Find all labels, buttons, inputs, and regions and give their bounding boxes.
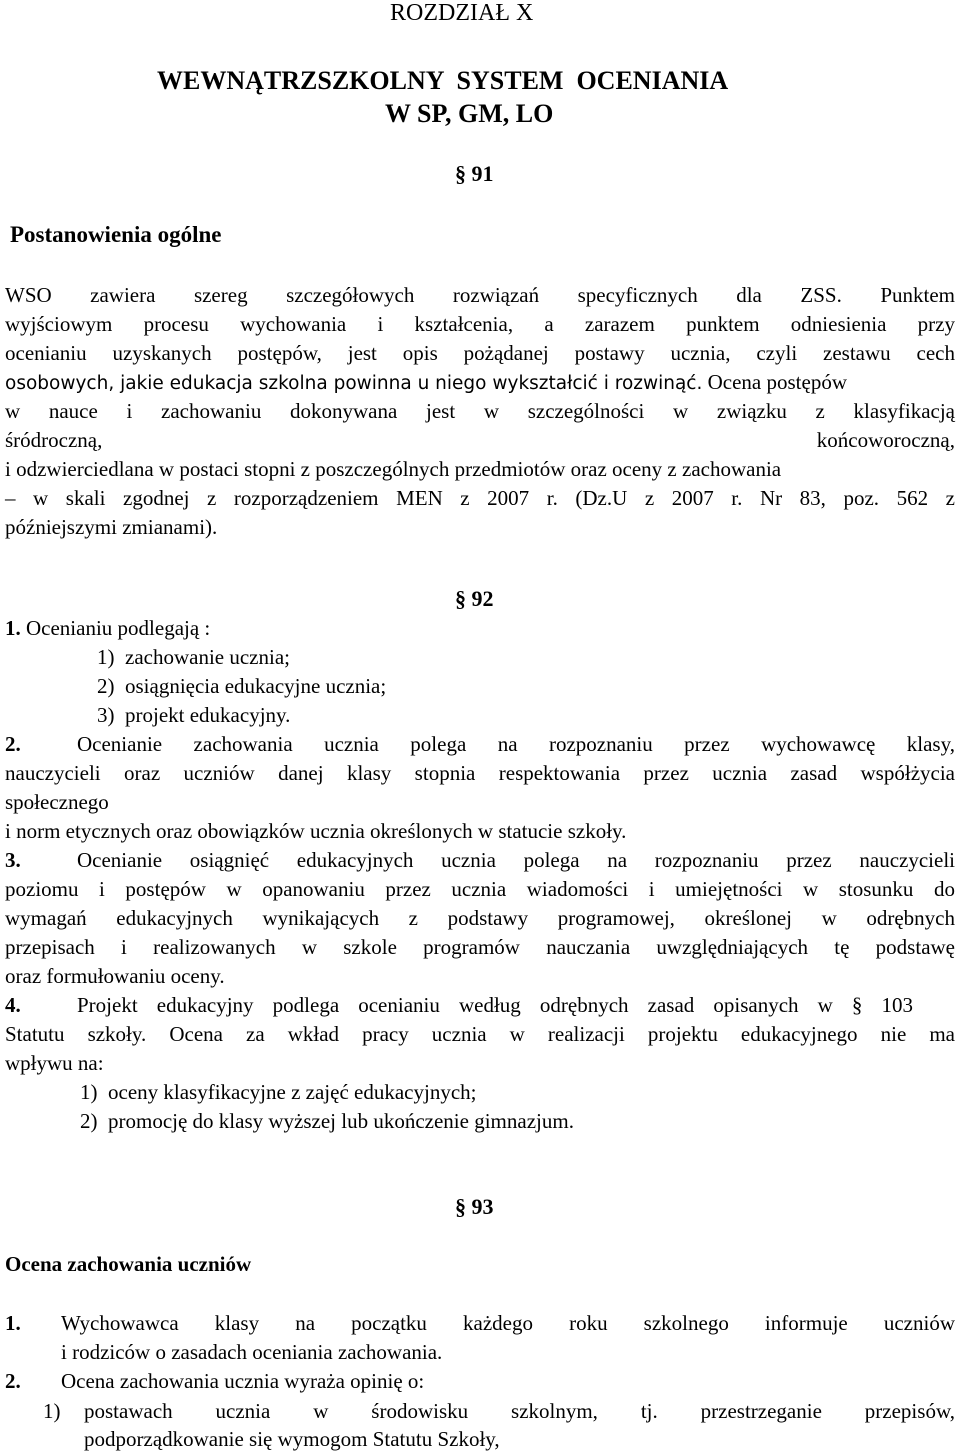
s91-line-8: – w skali zgodnej z rozporządzeniem MEN z 2007 r. (Dz.U z 2007 r. Nr 83, poz. 562 z [5,486,955,510]
s91-line-4-sans: osobowych, jakie edukacja szkolna powinna u niego wykształcić i rozwinąć. [5,373,703,394]
s93-p1-line-2: i rodziców o zasadach oceniania zachowania. [61,1340,443,1364]
s92-p2-line-1: Ocenianie zachowania ucznia polega na rozpoznaniu przez wychowawcę klasy, [77,732,955,756]
s92-p3-line-1: Ocenianie osiągnięć edukacyjnych ucznia polega na rozpoznaniu przez nauczycieli [77,848,955,872]
s92-p1-item-2: 2) osiągnięcia edukacyjne ucznia; [97,674,387,698]
s91-line-2: wyjściowym procesu wychowania i kształcenia, a zarazem punktem odniesienia przy [5,312,955,336]
s92-p3-line-5: oraz formułowaniu oceny. [5,964,225,988]
s91-line-6-right: końcoworoczną, [816,428,955,452]
s92-p3-number: 3. [5,848,21,872]
s92-p3-line-4: przepisach i realizowanych w szkole programów nauczania uwzględniających tę podstawę [5,935,955,959]
s93-p2-text: Ocena zachowania ucznia wyraża opinię o: [61,1369,425,1393]
s93-item-1-line-1: postawach ucznia w środowisku szkolnym, tj. przestrzeganie przepisów, [84,1399,955,1423]
s91-line-6-left: śródroczną, [5,428,103,452]
s92-p2-line-2: nauczycieli oraz uczniów danej klasy stopnia respektowania przez ucznia zasad współżycia [5,761,955,785]
chapter-label: ROZDZIAŁ X [390,0,534,26]
s93-item-1-line-2: podporządkowanie się wymogom Statutu Szkoły, [84,1427,500,1451]
s92-p1-text: Ocenianiu podlegają : [20,616,211,640]
s91-line-4-serif: Ocena postępów [702,370,847,394]
s92-p2-line-4: i norm etycznych oraz obowiązków ucznia określonych w statucie szkoły. [5,819,627,843]
s92-p4-line-3: wpływu na: [5,1051,104,1075]
section-91-heading: Postanowienia ogólne [10,222,222,247]
section-93-heading: Ocena zachowania uczniów [5,1252,252,1276]
s92-p1-number: 1. [5,616,21,640]
s92-p1-item-1: 1) zachowanie ucznia; [97,645,290,669]
s93-p1-number: 1. [5,1311,21,1335]
s91-line-3: ocenianiu uzyskanych postępów, jest opis pożądanej postawy ucznia, czyli zestawu cech [5,341,955,365]
document-title-line2: W SP, GM, LO [385,99,554,128]
s92-p3-line-3: wymagań edukacyjnych wynikających z podstawy programowej, określonej w odrębnych [5,906,955,930]
s91-line-7: i odzwierciedlana w postaci stopni z poszczególnych przedmiotów oraz oceny z zachowania [5,457,782,481]
s91-line-4 [5,368,847,398]
s93-item-1-number: 1) [43,1399,61,1423]
s92-p3-line-2: poziomu i postępów w opanowaniu przez ucznia wiadomości i umiejętności w stosunku do [5,877,955,901]
s92-p2-line-3: społecznego [5,790,109,814]
s92-p4-item-2: 2) promocję do klasy wyższej lub ukończenie gimnazjum. [80,1109,574,1133]
document-title-line1: WEWNĄTRZSZKOLNY SYSTEM OCENIANIA [157,66,729,95]
section-92-number: § 92 [455,586,494,611]
section-91-number: § 91 [455,161,494,186]
s91-line-1: WSO zawiera szereg szczegółowych rozwiązań specyficznych dla ZSS. Punktem [5,283,955,307]
s92-p4-number: 4. [5,993,21,1017]
s92-p2-number: 2. [5,732,21,756]
s93-p2-number: 2. [5,1369,21,1393]
s92-p1-item-3: 3) projekt edukacyjny. [97,703,291,727]
section-93-number: § 93 [455,1194,494,1219]
s91-line-5: w nauce i zachowaniu dokonywana jest w szczególności w związku z klasyfikacją [5,399,955,423]
s92-p4-item-1: 1) oceny klasyfikacyjne z zajęć edukacyjnych; [80,1080,477,1104]
s92-p4-line-1: Projekt edukacyjny podlega ocenianiu według odrębnych zasad opisanych w § 103 [77,993,913,1017]
s93-p1-line-1: Wychowawca klasy na początku każdego roku szkolnego informuje uczniów [61,1311,955,1335]
s91-line-9: późniejszymi zmianami). [5,515,218,539]
s92-p1 [5,614,210,643]
s92-p4-line-2: Statutu szkoły. Ocena za wkład pracy ucznia w realizacji projektu edukacyjnego nie ma [5,1022,955,1046]
